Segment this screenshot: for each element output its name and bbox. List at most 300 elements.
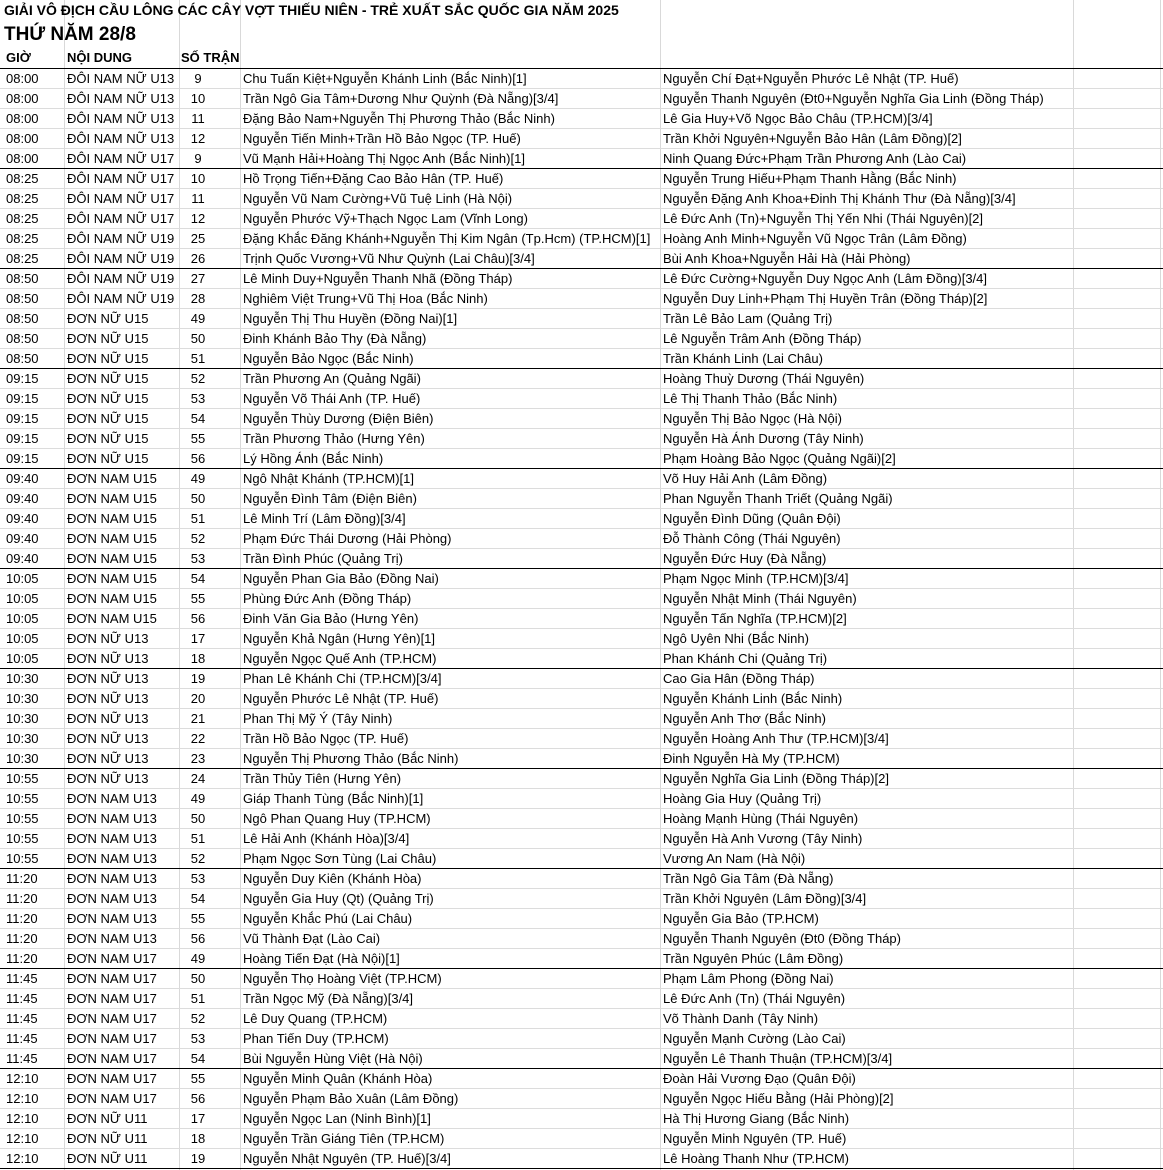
header-match: SỐ TRẬN [181, 50, 240, 65]
table-row [0, 829, 1163, 849]
match-event: ĐƠN NAM U15 [67, 531, 157, 546]
match-time: 09:15 [6, 451, 39, 466]
match-time: 09:40 [6, 531, 39, 546]
match-time: 08:25 [6, 231, 39, 246]
player-one: Phạm Đức Thái Dương (Hải Phòng) [243, 531, 452, 546]
table-row [0, 1109, 1163, 1129]
match-time: 10:30 [6, 731, 39, 746]
player-two: Nguyễn Mạnh Cường (Lào Cai) [663, 1031, 846, 1046]
player-one: Nguyễn Minh Quân (Khánh Hòa) [243, 1071, 433, 1086]
match-number: 51 [190, 351, 206, 366]
player-two: Nguyễn Nghĩa Gia Linh (Đồng Tháp)[2] [663, 771, 889, 786]
table-row [0, 429, 1163, 449]
player-two: Nguyễn Thanh Nguyên (Đt0+Nguyễn Nghĩa Gia Linh (Đồng Tháp) [663, 91, 1044, 106]
match-number: 49 [190, 471, 206, 486]
match-event: ĐƠN NỮ U13 [67, 651, 149, 666]
player-one: Nguyễn Ngọc Lan (Ninh Bình)[1] [243, 1111, 431, 1126]
player-one: Nguyễn Thọ Hoàng Việt (TP.HCM) [243, 971, 442, 986]
match-time: 10:05 [6, 611, 39, 626]
player-one: Đặng Khắc Đăng Khánh+Nguyễn Thị Kim Ngân (Tp.Hcm) (TP.HCM)[1] [243, 231, 651, 246]
match-number: 52 [190, 531, 206, 546]
match-number: 10 [190, 171, 206, 186]
player-two: Lê Thị Thanh Thảo (Bắc Ninh) [663, 391, 838, 406]
match-time: 09:40 [6, 551, 39, 566]
match-event: ĐƠN NỮ U13 [67, 631, 149, 646]
match-time: 12:10 [6, 1111, 39, 1126]
match-event: ĐƠN NAM U13 [67, 851, 157, 866]
header-rule [0, 68, 1163, 69]
match-number: 21 [190, 711, 206, 726]
match-event: ĐÔI NAM NỮ U17 [67, 171, 175, 186]
match-event: ĐƠN NAM U17 [67, 971, 157, 986]
match-time: 08:00 [6, 111, 39, 126]
match-event: ĐƠN NỮ U15 [67, 371, 149, 386]
player-two: Hoàng Gia Huy (Quảng Trị) [663, 791, 822, 806]
match-time: 08:00 [6, 131, 39, 146]
match-event: ĐÔI NAM NỮ U13 [67, 111, 175, 126]
match-time: 09:15 [6, 391, 39, 406]
player-two: Nguyễn Minh Nguyên (TP. Huế) [663, 1131, 847, 1146]
player-two: Bùi Anh Khoa+Nguyễn Hải Hà (Hải Phòng) [663, 251, 911, 266]
table-row [0, 509, 1163, 529]
match-time: 10:55 [6, 811, 39, 826]
match-event: ĐÔI NAM NỮ U19 [67, 291, 175, 306]
table-row [0, 649, 1163, 669]
player-one: Lý Hồng Ánh (Bắc Ninh) [243, 451, 384, 466]
match-event: ĐƠN NỮ U15 [67, 311, 149, 326]
match-time: 11:20 [6, 931, 38, 946]
player-two: Lê Gia Huy+Võ Ngọc Bảo Châu (TP.HCM)[3/4] [663, 111, 933, 126]
player-one: Nguyễn Thị Phương Thảo (Bắc Ninh) [243, 751, 459, 766]
match-event: ĐƠN NAM U15 [67, 551, 157, 566]
table-row [0, 489, 1163, 509]
player-two: Phan Nguyễn Thanh Triết (Quảng Ngãi) [663, 491, 893, 506]
match-number: 12 [190, 131, 206, 146]
player-one: Hoàng Tiến Đạt (Hà Nội)[1] [243, 951, 400, 966]
match-time: 11:20 [6, 951, 38, 966]
match-number: 51 [190, 831, 206, 846]
player-one: Giáp Thanh Tùng (Bắc Ninh)[1] [243, 791, 424, 806]
table-row [0, 69, 1163, 89]
player-two: Nguyễn Thị Bảo Ngọc (Hà Nội) [663, 411, 842, 426]
table-row [0, 369, 1163, 389]
match-time: 11:20 [6, 911, 38, 926]
match-event: ĐƠN NAM U15 [67, 511, 157, 526]
table-row [0, 1049, 1163, 1069]
player-two: Nguyễn Trung Hiếu+Phạm Thanh Hằng (Bắc Ninh) [663, 171, 957, 186]
player-one: Phan Tiến Duy (TP.HCM) [243, 1031, 389, 1046]
table-row [0, 669, 1163, 689]
match-event: ĐÔI NAM NỮ U13 [67, 71, 175, 86]
match-number: 17 [190, 1111, 206, 1126]
player-one: Lê Minh Trí (Lâm Đồng)[3/4] [243, 511, 406, 526]
match-event: ĐƠN NAM U15 [67, 471, 157, 486]
match-time: 09:15 [6, 431, 39, 446]
match-number: 53 [190, 1031, 206, 1046]
player-two: Nguyễn Hà Anh Vương (Tây Ninh) [663, 831, 863, 846]
match-time: 10:55 [6, 791, 39, 806]
player-two: Nguyễn Ngọc Hiếu Bằng (Hải Phòng)[2] [663, 1091, 894, 1106]
player-one: Lê Duy Quang (TP.HCM) [243, 1011, 388, 1026]
match-number: 9 [194, 71, 202, 86]
match-time: 09:40 [6, 491, 39, 506]
table-row [0, 729, 1163, 749]
match-event: ĐƠN NAM U15 [67, 571, 157, 586]
match-number: 50 [190, 811, 206, 826]
table-row [0, 109, 1163, 129]
player-two: Hoàng Mạnh Hùng (Thái Nguyên) [663, 811, 859, 826]
table-row [0, 1149, 1163, 1169]
match-event: ĐƠN NAM U15 [67, 591, 157, 606]
match-event: ĐƠN NAM U17 [67, 951, 157, 966]
match-time: 12:10 [6, 1091, 39, 1106]
table-row [0, 1029, 1163, 1049]
match-time: 12:10 [6, 1071, 39, 1086]
match-event: ĐƠN NAM U17 [67, 1071, 157, 1086]
match-number: 20 [190, 691, 206, 706]
match-time: 09:40 [6, 511, 39, 526]
table-row [0, 349, 1163, 369]
match-event: ĐƠN NAM U13 [67, 791, 157, 806]
table-row [0, 969, 1163, 989]
match-event: ĐƠN NỮ U13 [67, 751, 149, 766]
table-row [0, 389, 1163, 409]
player-one: Nguyễn Phước Vỹ+Thạch Ngọc Lam (Vĩnh Long) [243, 211, 528, 226]
match-number: 24 [190, 771, 206, 786]
player-one: Nguyễn Thùy Dương (Điện Biên) [243, 411, 434, 426]
match-time: 11:45 [6, 971, 38, 986]
match-number: 49 [190, 791, 206, 806]
match-number: 50 [190, 491, 206, 506]
table-row [0, 609, 1163, 629]
player-one: Phan Thị Mỹ Ý (Tây Ninh) [243, 711, 393, 726]
match-event: ĐƠN NAM U17 [67, 1031, 157, 1046]
match-time: 10:30 [6, 711, 39, 726]
table-row [0, 269, 1163, 289]
match-time: 08:00 [6, 151, 39, 166]
match-event: ĐÔI NAM NỮ U19 [67, 251, 175, 266]
player-one: Nguyễn Ngọc Quế Anh (TP.HCM) [243, 651, 437, 666]
player-two: Võ Thành Danh (Tây Ninh) [663, 1011, 819, 1026]
player-one: Nguyễn Bảo Ngọc (Bắc Ninh) [243, 351, 414, 366]
table-row [0, 849, 1163, 869]
match-number: 26 [190, 251, 206, 266]
player-one: Nguyễn Phan Gia Bảo (Đồng Nai) [243, 571, 439, 586]
table-row [0, 709, 1163, 729]
player-two: Nguyễn Chí Đạt+Nguyễn Phước Lê Nhật (TP. Huế) [663, 71, 959, 86]
player-two: Nguyễn Gia Bảo (TP.HCM) [663, 911, 819, 926]
player-one: Bùi Nguyễn Hùng Việt (Hà Nội) [243, 1051, 423, 1066]
player-one: Nguyễn Khả Ngân (Hưng Yên)[1] [243, 631, 436, 646]
match-time: 11:45 [6, 1011, 38, 1026]
match-number: 56 [190, 611, 206, 626]
match-number: 12 [190, 211, 206, 226]
player-one: Lê Minh Duy+Nguyễn Thanh Nhã (Đồng Tháp) [243, 271, 513, 286]
match-event: ĐƠN NỮ U15 [67, 451, 149, 466]
match-number: 55 [190, 591, 206, 606]
match-event: ĐƠN NAM U13 [67, 911, 157, 926]
match-number: 49 [190, 951, 206, 966]
table-row [0, 629, 1163, 649]
player-one: Trần Ngọc Mỹ (Đà Nẵng)[3/4] [243, 991, 414, 1006]
player-two: Lê Hoàng Thanh Như (TP.HCM) [663, 1151, 849, 1166]
player-two: Nguyễn Đặng Anh Khoa+Đinh Thị Khánh Thư (Đà Nẵng)[3/4] [663, 191, 1016, 206]
table-row [0, 889, 1163, 909]
match-number: 22 [190, 731, 206, 746]
match-event: ĐƠN NỮ U13 [67, 671, 149, 686]
table-row [0, 129, 1163, 149]
match-time: 10:05 [6, 631, 39, 646]
player-two: Trần Ngô Gia Tâm (Đà Nẵng) [663, 871, 834, 886]
player-one: Ngô Nhật Khánh (TP.HCM)[1] [243, 471, 414, 486]
match-number: 28 [190, 291, 206, 306]
match-event: ĐƠN NỮ U13 [67, 691, 149, 706]
match-time: 08:50 [6, 331, 39, 346]
match-event: ĐƠN NAM U13 [67, 831, 157, 846]
player-one: Nghiêm Việt Trung+Vũ Thị Hoa (Bắc Ninh) [243, 291, 488, 306]
match-event: ĐƠN NỮ U15 [67, 331, 149, 346]
player-two: Nguyễn Lê Thanh Thuận (TP.HCM)[3/4] [663, 1051, 893, 1066]
player-two: Hoàng Thuỳ Dương (Thái Nguyên) [663, 371, 865, 386]
match-number: 11 [191, 111, 205, 126]
player-one: Đinh Khánh Bảo Thy (Đà Nẵng) [243, 331, 427, 346]
match-number: 52 [190, 1011, 206, 1026]
match-time: 10:30 [6, 691, 39, 706]
table-row [0, 549, 1163, 569]
match-number: 54 [190, 1051, 206, 1066]
player-two: Vương An Nam (Hà Nội) [663, 851, 806, 866]
match-number: 10 [190, 91, 206, 106]
match-event: ĐƠN NAM U13 [67, 891, 157, 906]
match-event: ĐƠN NỮ U15 [67, 391, 149, 406]
player-one: Vũ Thành Đạt (Lào Cai) [243, 931, 381, 946]
player-two: Nguyễn Hoàng Anh Thư (TP.HCM)[3/4] [663, 731, 889, 746]
table-row [0, 809, 1163, 829]
match-time: 09:15 [6, 371, 39, 386]
match-event: ĐÔI NAM NỮ U19 [67, 271, 175, 286]
player-one: Nguyễn Vũ Nam Cường+Vũ Tuệ Linh (Hà Nội) [243, 191, 513, 206]
match-event: ĐƠN NỮ U13 [67, 711, 149, 726]
player-one: Nguyễn Thị Thu Huyền (Đồng Nai)[1] [243, 311, 458, 326]
match-time: 08:50 [6, 311, 39, 326]
match-number: 54 [190, 571, 206, 586]
table-row [0, 589, 1163, 609]
player-two: Lê Đức Cường+Nguyễn Duy Ngọc Anh (Lâm Đồng)[3/4] [663, 271, 988, 286]
player-one: Phan Lê Khánh Chi (TP.HCM)[3/4] [243, 671, 442, 686]
table-row [0, 309, 1163, 329]
match-time: 09:15 [6, 411, 39, 426]
player-two: Nguyễn Khánh Linh (Bắc Ninh) [663, 691, 843, 706]
player-two: Hoàng Anh Minh+Nguyễn Vũ Ngọc Trân (Lâm Đồng) [663, 231, 967, 246]
header-time: GIỜ [6, 50, 31, 65]
match-event: ĐƠN NỮ U15 [67, 431, 149, 446]
table-row [0, 529, 1163, 549]
match-time: 08:25 [6, 211, 39, 226]
table-row [0, 769, 1163, 789]
player-one: Trần Thủy Tiên (Hưng Yên) [243, 771, 402, 786]
player-one: Đinh Văn Gia Bảo (Hưng Yên) [243, 611, 419, 626]
match-number: 52 [190, 371, 206, 386]
match-event: ĐƠN NAM U17 [67, 1091, 157, 1106]
player-two: Phạm Lâm Phong (Đồng Nai) [663, 971, 834, 986]
match-time: 12:10 [6, 1151, 39, 1166]
player-two: Võ Huy Hải Anh (Lâm Đồng) [663, 471, 828, 486]
header-event: NỘI DUNG [67, 50, 132, 65]
player-one: Nguyễn Võ Thái Anh (TP. Huế) [243, 391, 421, 406]
match-number: 27 [190, 271, 206, 286]
player-one: Nguyễn Trần Giáng Tiên (TP.HCM) [243, 1131, 445, 1146]
table-row [0, 689, 1163, 709]
match-time: 10:55 [6, 831, 39, 846]
match-number: 17 [190, 631, 206, 646]
player-one: Nguyễn Tiến Minh+Trần Hồ Bảo Ngọc (TP. Huế) [243, 131, 521, 146]
player-two: Đỗ Thành Công (Thái Nguyên) [663, 531, 841, 546]
match-event: ĐƠN NAM U13 [67, 811, 157, 826]
player-one: Trần Phương Thảo (Hưng Yên) [243, 431, 425, 446]
match-time: 10:55 [6, 771, 39, 786]
player-one: Nguyễn Đình Tâm (Điện Biên) [243, 491, 417, 506]
player-two: Đinh Nguyễn Hà My (TP.HCM) [663, 751, 840, 766]
table-row [0, 749, 1163, 769]
table-row [0, 89, 1163, 109]
match-number: 51 [190, 991, 206, 1006]
match-event: ĐƠN NAM U15 [67, 491, 157, 506]
player-two: Trần Khởi Nguyên+Nguyễn Bảo Hân (Lâm Đồng)[2] [663, 131, 962, 146]
match-number: 53 [190, 391, 206, 406]
match-number: 23 [190, 751, 206, 766]
match-event: ĐƠN NAM U13 [67, 871, 157, 886]
match-number: 19 [190, 1151, 206, 1166]
match-event: ĐÔI NAM NỮ U17 [67, 151, 175, 166]
player-two: Đoàn Hải Vương Đạo (Quân Đội) [663, 1071, 856, 1086]
player-two: Nguyễn Anh Thơ (Bắc Ninh) [663, 711, 826, 726]
match-number: 50 [190, 971, 206, 986]
schedule-date: THỨ NĂM 28/8 [4, 24, 136, 45]
match-event: ĐÔI NAM NỮ U13 [67, 131, 175, 146]
match-event: ĐƠN NỮ U13 [67, 771, 149, 786]
player-two: Trần Nguyên Phúc (Lâm Đồng) [663, 951, 844, 966]
player-one: Chu Tuấn Kiệt+Nguyễn Khánh Linh (Bắc Ninh)[1] [243, 71, 527, 86]
tournament-title: GIẢI VÔ ĐỊCH CẦU LÔNG CÁC CÂY VỢT THIẾU NIÊN - TRẺ XUẤT SẮC QUỐC GIA NĂM 2025 [4, 2, 619, 18]
table-row [0, 1009, 1163, 1029]
player-one: Trần Ngô Gia Tâm+Dương Như Quỳnh (Đà Nẵng)[3/4] [243, 91, 559, 106]
match-event: ĐƠN NỮ U11 [67, 1131, 148, 1146]
match-number: 56 [190, 451, 206, 466]
match-number: 53 [190, 871, 206, 886]
table-row [0, 929, 1163, 949]
player-one: Trần Đình Phúc (Quảng Trị) [243, 551, 403, 566]
table-row [0, 909, 1163, 929]
table-row [0, 469, 1163, 489]
player-two: Cao Gia Hân (Đồng Tháp) [663, 671, 815, 686]
player-one: Nguyễn Nhật Nguyên (TP. Huế)[3/4] [243, 1151, 451, 1166]
match-time: 10:05 [6, 571, 39, 586]
player-one: Nguyễn Gia Huy (Qt) (Quảng Trị) [243, 891, 434, 906]
match-event: ĐƠN NAM U17 [67, 991, 157, 1006]
match-time: 10:55 [6, 851, 39, 866]
player-one: Nguyễn Phước Lê Nhật (TP. Huế) [243, 691, 439, 706]
match-event: ĐƠN NAM U17 [67, 1051, 157, 1066]
match-event: ĐƠN NỮ U13 [67, 731, 149, 746]
match-time: 08:50 [6, 271, 39, 286]
match-number: 55 [190, 911, 206, 926]
player-two: Lê Đức Anh (Tn) (Thái Nguyên) [663, 991, 846, 1006]
match-event: ĐƠN NAM U13 [67, 931, 157, 946]
match-number: 54 [190, 891, 206, 906]
player-two: Phạm Ngọc Minh (TP.HCM)[3/4] [663, 571, 849, 586]
table-row [0, 989, 1163, 1009]
player-one: Trịnh Quốc Vương+Vũ Như Quỳnh (Lai Châu)[3/4] [243, 251, 535, 266]
match-number: 9 [194, 151, 202, 166]
table-row [0, 329, 1163, 349]
match-time: 11:45 [6, 991, 38, 1006]
match-time: 11:20 [6, 871, 38, 886]
match-event: ĐƠN NỮ U15 [67, 351, 149, 366]
table-row [0, 569, 1163, 589]
table-row [0, 249, 1163, 269]
player-two: Hà Thị Hương Giang (Bắc Ninh) [663, 1111, 850, 1126]
player-two: Lê Đức Anh (Tn)+Nguyễn Thị Yến Nhi (Thái Nguyên)[2] [663, 211, 984, 226]
match-event: ĐƠN NAM U17 [67, 1011, 157, 1026]
player-one: Vũ Mạnh Hải+Hoàng Thị Ngọc Anh (Bắc Ninh)[1] [243, 151, 525, 166]
match-time: 09:40 [6, 471, 39, 486]
player-one: Lê Hải Anh (Khánh Hòa)[3/4] [243, 831, 410, 846]
table-row [0, 449, 1163, 469]
match-event: ĐÔI NAM NỮ U17 [67, 191, 175, 206]
player-one: Hồ Trọng Tiến+Đặng Cao Bảo Hân (TP. Huế) [243, 171, 504, 186]
match-time: 08:00 [6, 91, 39, 106]
player-one: Phạm Ngọc Sơn Tùng (Lai Châu) [243, 851, 437, 866]
player-one: Phùng Đức Anh (Đồng Tháp) [243, 591, 412, 606]
match-time: 08:50 [6, 291, 39, 306]
match-time: 10:05 [6, 591, 39, 606]
table-row [0, 209, 1163, 229]
table-row [0, 409, 1163, 429]
player-two: Nguyễn Nhật Minh (Thái Nguyên) [663, 591, 857, 606]
player-two: Lê Nguyễn Trâm Anh (Đồng Tháp) [663, 331, 862, 346]
player-two: Trần Lê Bảo Lam (Quảng Trị) [663, 311, 833, 326]
player-two: Phan Khánh Chi (Quảng Trị) [663, 651, 828, 666]
match-time: 11:20 [6, 891, 38, 906]
match-event: ĐƠN NỮ U11 [67, 1111, 148, 1126]
match-number: 55 [190, 1071, 206, 1086]
match-number: 56 [190, 931, 206, 946]
table-row [0, 1089, 1163, 1109]
player-one: Ngô Phan Quang Huy (TP.HCM) [243, 811, 431, 826]
match-number: 51 [190, 511, 206, 526]
player-one: Nguyễn Khắc Phú (Lai Châu) [243, 911, 413, 926]
match-time: 12:10 [6, 1131, 39, 1146]
match-number: 54 [190, 411, 206, 426]
player-two: Nguyễn Hà Ánh Dương (Tây Ninh) [663, 431, 864, 446]
match-number: 19 [190, 671, 206, 686]
table-row [0, 1069, 1163, 1089]
match-time: 08:00 [6, 71, 39, 86]
match-time: 08:25 [6, 251, 39, 266]
match-time: 11:45 [6, 1051, 38, 1066]
match-time: 08:25 [6, 191, 39, 206]
match-number: 18 [190, 651, 206, 666]
table-row [0, 1129, 1163, 1149]
player-two: Trần Khởi Nguyên (Lâm Đồng)[3/4] [663, 891, 867, 906]
match-time: 10:30 [6, 671, 39, 686]
table-row [0, 289, 1163, 309]
match-number: 56 [190, 1091, 206, 1106]
match-time: 11:45 [6, 1031, 38, 1046]
match-event: ĐƠN NỮ U11 [67, 1151, 148, 1166]
match-number: 18 [190, 1131, 206, 1146]
match-number: 25 [190, 231, 206, 246]
